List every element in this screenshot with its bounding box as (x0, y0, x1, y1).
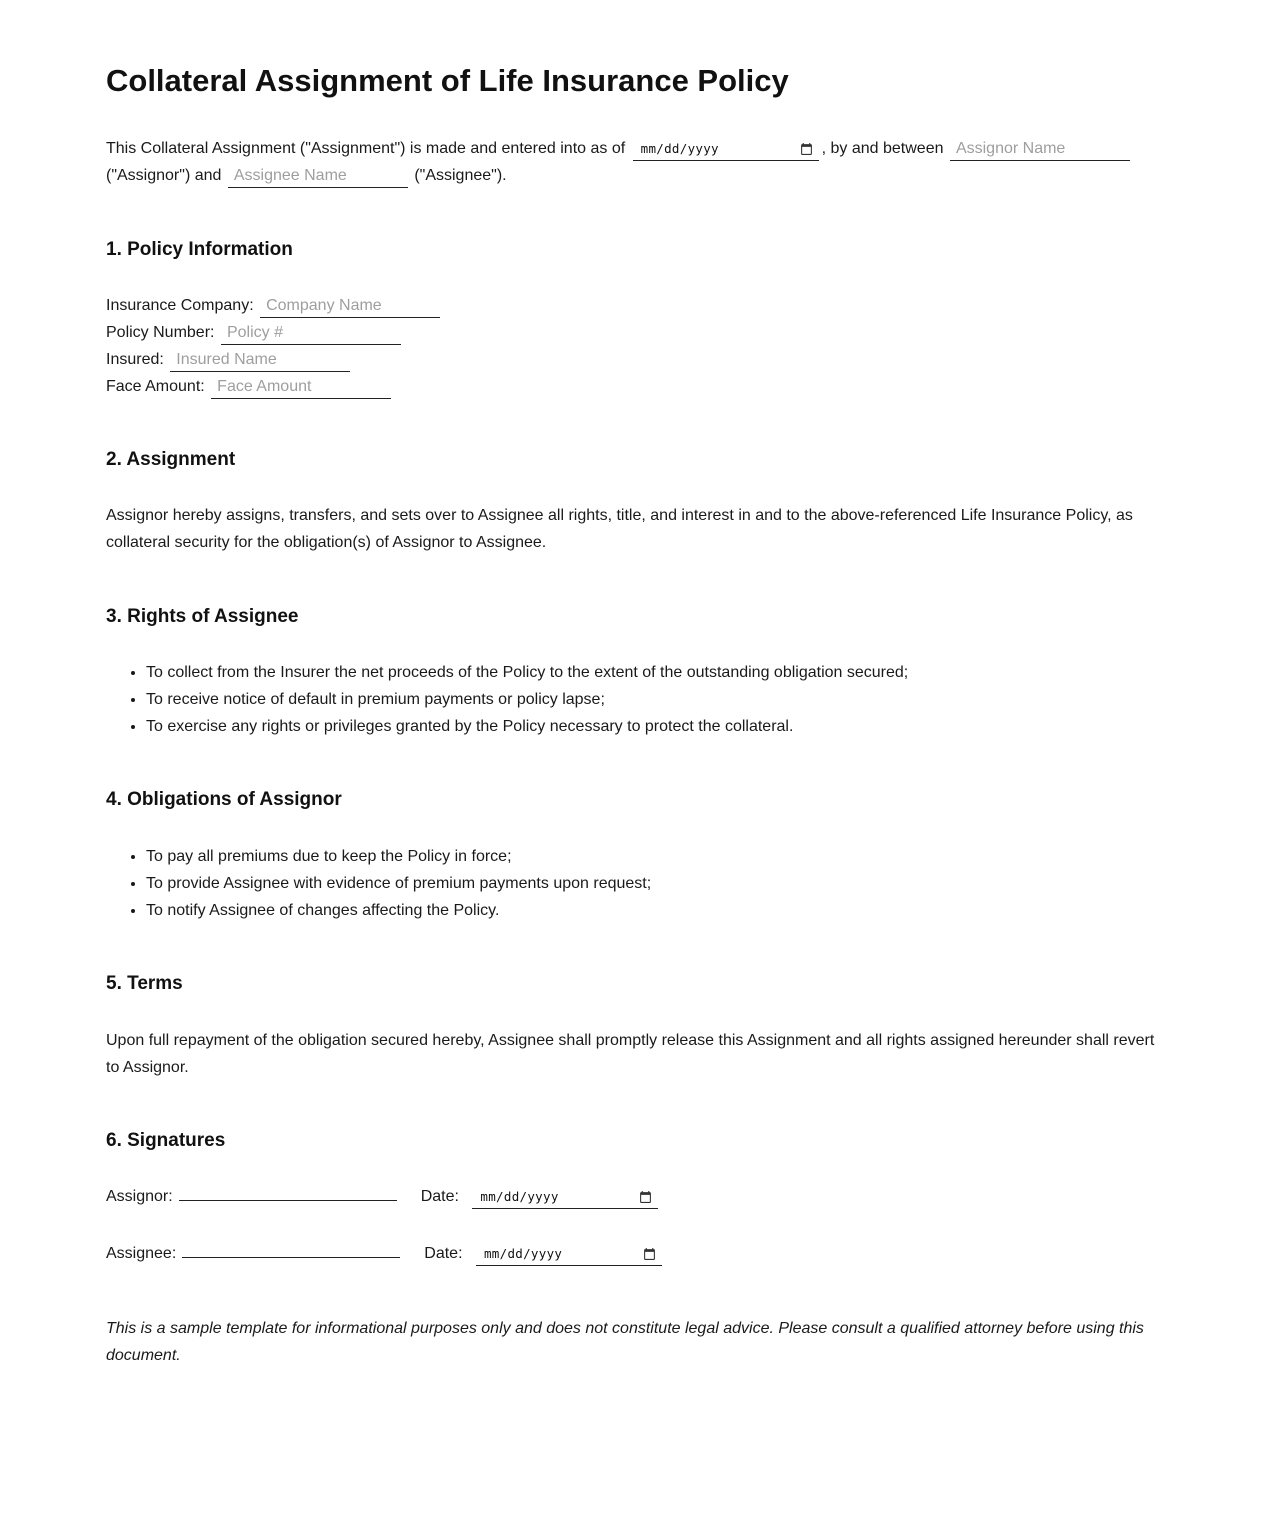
face-amount-label: Face Amount: (106, 377, 205, 395)
assignor-date-label: Date: (420, 1188, 459, 1206)
section-heading-policy-information: 1. Policy Information (106, 238, 293, 260)
list-item: • To receive notice of default in premium payments or policy lapse; (146, 686, 1157, 713)
policy-number-label: Policy Number: (106, 323, 215, 341)
assignor-date-input[interactable] (472, 1189, 658, 1209)
date-placeholder: mm/dd/yyyy (480, 1189, 559, 1205)
list-item: • To exercise any rights or privileges granted by the Policy necessary to protect the collateral. (146, 713, 1157, 740)
rights-of-assignee-list (106, 659, 1157, 741)
obligations-of-assignor-list (106, 843, 1157, 925)
assignor-name-input[interactable] (950, 140, 1130, 161)
intro-text-4: ("Assignee"). (414, 167, 507, 185)
agreement-date-input[interactable] (633, 141, 819, 161)
assignor-signature-label: Assignor: (106, 1188, 173, 1206)
insured-name-input[interactable] (170, 351, 350, 372)
section-heading-assignment: 2. Assignment (106, 448, 236, 470)
section-heading-obligations-of-assignor: 4. Obligations of Assignor (106, 789, 342, 811)
assignee-signature-row (106, 1240, 1157, 1267)
field-row-face-amount (106, 373, 1157, 400)
list-item: • To provide Assignee with evidence of premium payments upon request; (146, 870, 1157, 897)
insured-label: Insured: (106, 350, 164, 368)
assignor-signature-line (179, 1185, 397, 1201)
assignee-signature-line (182, 1242, 400, 1258)
assignee-signature-label: Assignee: (106, 1245, 177, 1263)
section-heading-rights-of-assignee: 3. Rights of Assignee (106, 605, 299, 627)
intro-text-1: This Collateral Assignment ("Assignment") is made and entered into as of (106, 140, 626, 158)
field-row-policy-number (106, 319, 1157, 346)
list-item: • To notify Assignee of changes affecting the Policy. (146, 897, 1157, 924)
calendar-icon[interactable] (800, 142, 813, 156)
list-item: • To collect from the Insurer the net proceeds of the Policy to the extent of the outstanding obligation secured; (146, 659, 1157, 686)
date-placeholder: mm/dd/yyyy (640, 141, 719, 157)
assignee-name-input[interactable] (228, 167, 408, 188)
policy-number-input[interactable] (221, 324, 401, 345)
section-heading-terms: 5. Terms (106, 973, 183, 995)
document-title: Collateral Assignment of Life Insurance Policy (106, 63, 789, 98)
assignee-date-label: Date: (424, 1245, 463, 1263)
assignee-date-input[interactable] (476, 1246, 662, 1266)
assignor-signature-row (106, 1183, 1157, 1210)
calendar-icon[interactable] (643, 1247, 656, 1261)
date-placeholder: mm/dd/yyyy (483, 1246, 563, 1262)
assignment-paragraph: Assignor hereby assigns, transfers, and sets over to Assignee all rights, title, and interest in and to the above-referenced Life Insurance Policy, as collateral security for the obligation(s) of Assignor to Assignee. (106, 507, 1133, 552)
intro-text-2: , by and between (821, 140, 944, 158)
intro-text-3: ("Assignor") and (106, 167, 222, 185)
insurance-company-input[interactable] (260, 297, 440, 318)
intro-paragraph (106, 135, 1157, 189)
legal-disclaimer: This is a sample template for informational purposes only and does not constitute legal advice. Please consult a qualified attorney before using this document. (106, 1320, 1144, 1365)
calendar-icon[interactable] (639, 1190, 652, 1204)
document-body (106, 0, 1157, 1516)
field-row-insurance-company (106, 292, 1157, 319)
face-amount-input[interactable] (211, 378, 391, 399)
section-heading-signatures: 6. Signatures (106, 1129, 226, 1151)
insurance-company-label: Insurance Company: (106, 296, 254, 314)
terms-paragraph: Upon full repayment of the obligation secured hereby, Assignee shall promptly release this Assignment and all rights assigned hereunder shall revert to Assignor. (106, 1031, 1155, 1076)
policy-information-fields (106, 292, 1157, 400)
list-item: • To pay all premiums due to keep the Policy in force; (146, 843, 1157, 870)
field-row-insured (106, 346, 1157, 373)
